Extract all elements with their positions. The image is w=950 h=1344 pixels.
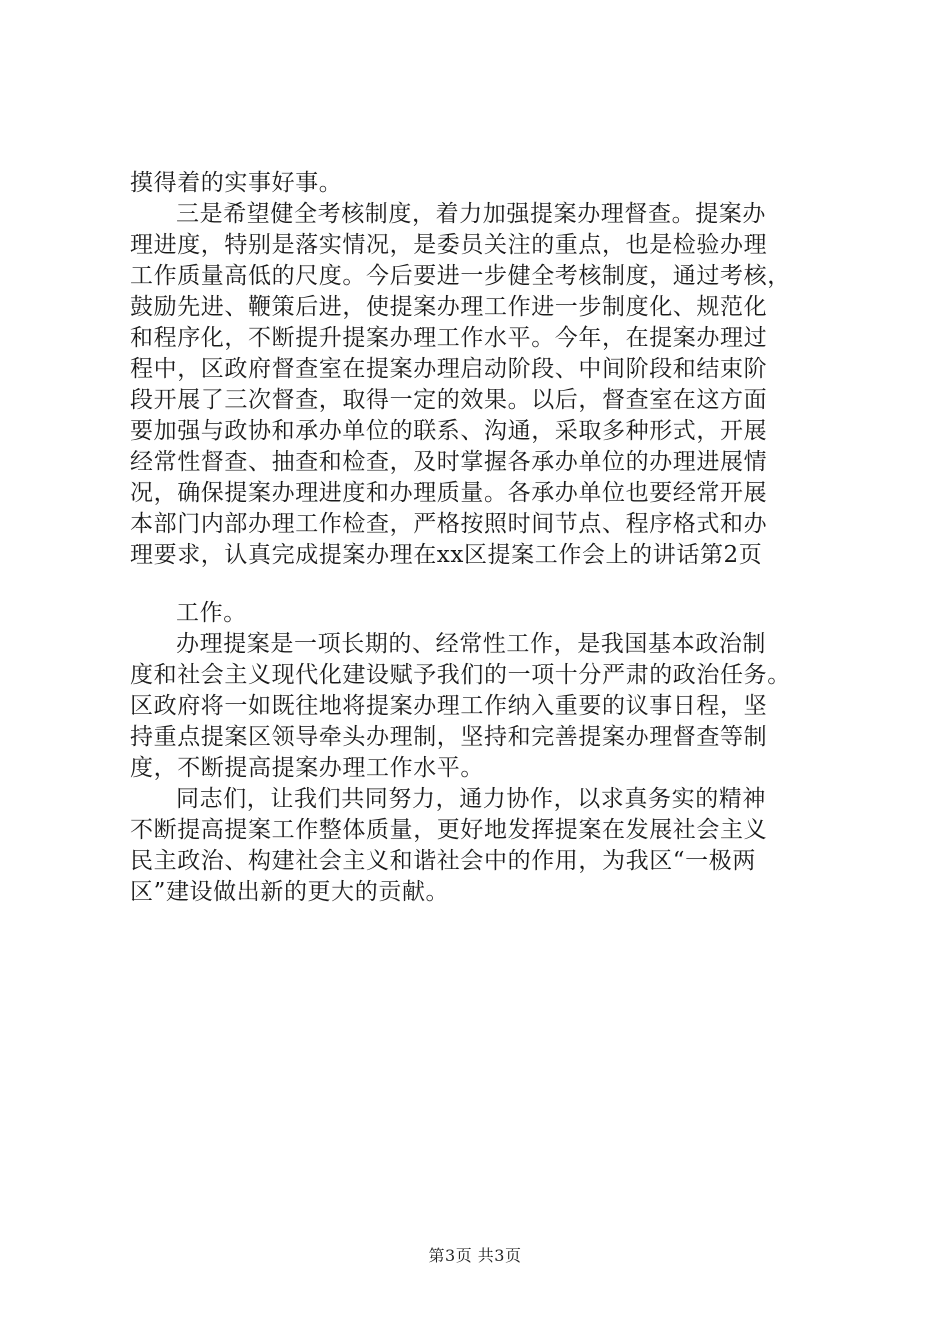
- text-line: 度和社会主义现代化建设赋予我们的一项十分严肃的政治任务。: [130, 662, 791, 688]
- text-line: 况，确保提案办理进度和办理质量。各承办单位也要经常开展: [130, 480, 768, 506]
- text-line: 要加强与政协和承办单位的联系、沟通，采取多种形式，开展: [130, 418, 768, 444]
- text-line: 度，不断提高提案办理工作水平。: [130, 755, 484, 781]
- text-line: 理要求，认真完成提案办理在xx区提案工作会上的讲话第2页: [130, 542, 763, 568]
- body-section-2: [130, 598, 842, 908]
- text-line: 工作。: [176, 600, 247, 626]
- page-footer: [0, 1243, 950, 1266]
- text-line: 鼓励先进、鞭策后进，使提案办理工作进一步制度化、规范化: [130, 294, 768, 320]
- page-number: 第3页 共3页: [428, 1246, 522, 1265]
- text-line: 段开展了三次督查，取得一定的效果。以后，督查室在这方面: [130, 387, 768, 413]
- text-line: 不断提高提案工作整体质量，更好地发挥提案在发展社会主义: [130, 817, 768, 843]
- text-line: 经常性督查、抽查和检查，及时掌握各承办单位的办理进展情: [130, 449, 768, 475]
- paragraph-closing: [130, 784, 842, 908]
- paragraph-continuation: [130, 598, 842, 629]
- text-line: 本部门内部办理工作检查，严格按照时间节点、程序格式和办: [130, 511, 768, 537]
- text-line: 民主政治、构建社会主义和谐社会中的作用，为我区“一极两: [130, 848, 756, 874]
- text-line: 持重点提案区领导牵头办理制，坚持和完善提案办理督查等制: [130, 724, 768, 750]
- paragraph-proposal-handling: [130, 629, 842, 784]
- text-line: 理进度，特别是落实情况，是委员关注的重点，也是检验办理: [130, 232, 768, 258]
- text-line: 工作质量高低的尺度。今后要进一步健全考核制度，通过考核，: [130, 263, 791, 289]
- text-line: 摸得着的实事好事。: [130, 170, 343, 196]
- text-line: 同志们，让我们共同努力，通力协作，以求真务实的精神: [176, 786, 766, 812]
- text-line: 三是希望健全考核制度，着力加强提案办理督查。提案办: [176, 201, 766, 227]
- text-line: 办理提案是一项长期的、经常性工作，是我国基本政治制: [176, 631, 766, 657]
- paragraph-assessment-system: [130, 199, 830, 571]
- paragraph-continuation: [130, 168, 830, 199]
- text-line: 程中，区政府督查室在提案办理启动阶段、中间阶段和结束阶: [130, 356, 768, 382]
- body-section-1: [130, 168, 830, 571]
- text-line: 和程序化，不断提升提案办理工作水平。今年，在提案办理过: [130, 325, 768, 351]
- text-line: 区”建设做出新的更大的贡献。: [130, 879, 450, 905]
- text-line: 区政府将一如既往地将提案办理工作纳入重要的议事日程，坚: [130, 693, 768, 719]
